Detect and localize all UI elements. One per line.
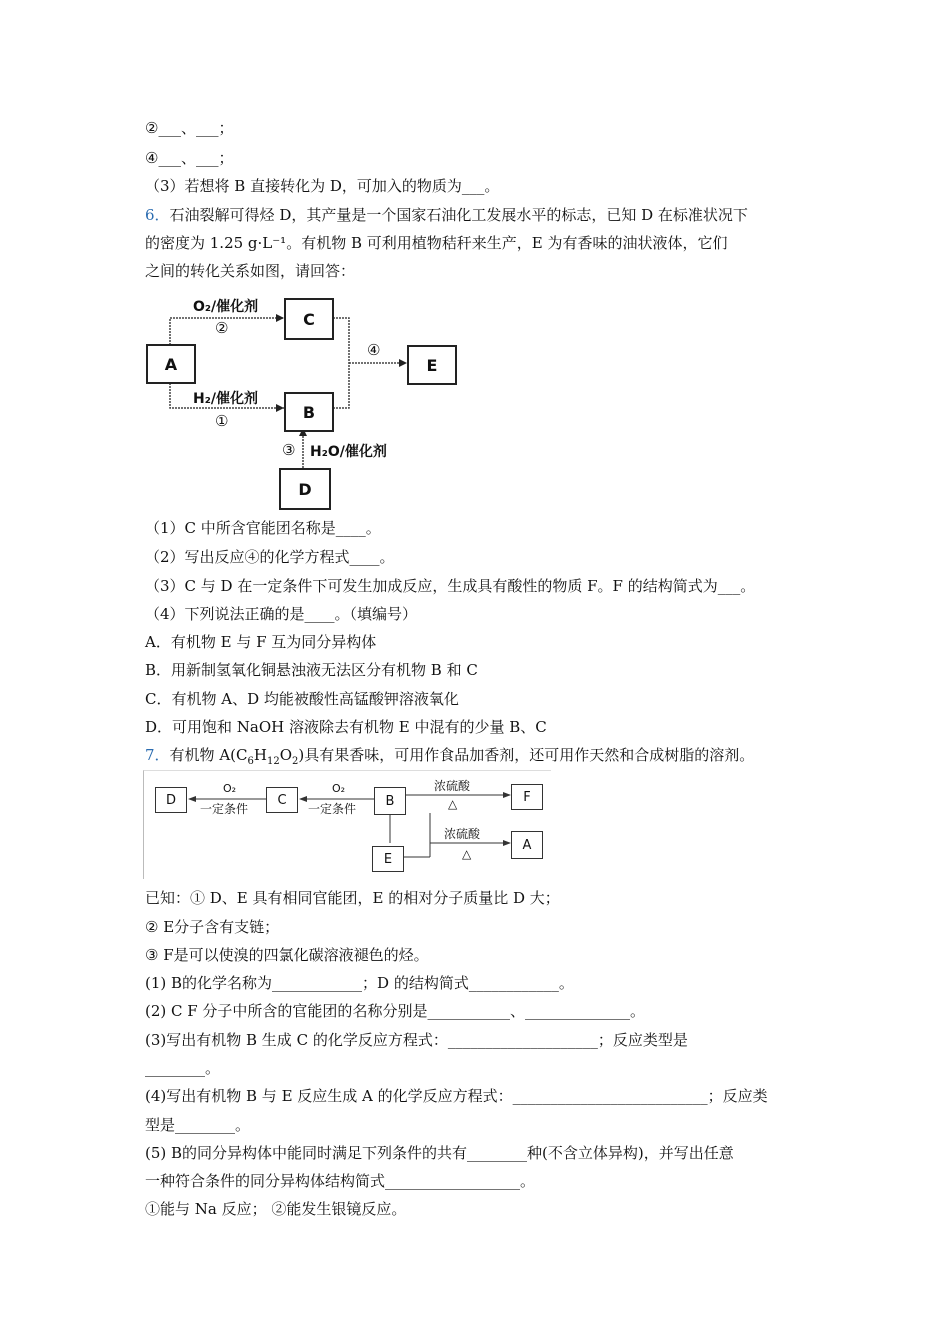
reaction-diagram-2: [143, 770, 551, 879]
diagram-1-arrows: [0, 0, 950, 520]
question-text: )具有果香味，可用作食品加香剂，还可用作天然和合成树脂的溶剂。: [298, 746, 755, 764]
node-B: B: [374, 787, 406, 815]
node-B: B: [284, 392, 334, 432]
question-7-part3: (3)写出有机物 B 生成 C 的化学反应方程式：____________________；反应类型是: [145, 1031, 688, 1049]
label-heat-1: △: [448, 797, 458, 811]
question-6-line2: 的密度为 1.25 g·L⁻¹。有机物 B 可利用植物秸秆来生产，E 为有香味的油状液体，它们: [145, 234, 728, 252]
formula-o: O: [279, 746, 292, 764]
node-D: D: [155, 787, 187, 813]
node-A: A: [146, 344, 196, 384]
question-6-sub2: （2）写出反应④的化学方程式____。: [145, 548, 395, 566]
question-6-line1: [145, 205, 748, 225]
question-6-sub1: （1）C 中所含官能团名称是____。: [145, 519, 381, 537]
label-acid-2: 浓硫酸: [444, 827, 481, 841]
formula-sub: 6: [247, 756, 254, 767]
question-5-part3: （3）若想将 B 直接转化为 D，可加入的物质为___。: [145, 177, 500, 195]
answer-line-2-4: ②___、___；: [145, 119, 234, 137]
label-condition-2: 一定条件: [308, 802, 357, 816]
label-condition-1: 一定条件: [200, 802, 249, 816]
node-F: F: [511, 784, 543, 810]
formula-sub: 2: [292, 756, 299, 767]
question-7-intro: [145, 745, 754, 772]
label-o2-1: O₂: [223, 782, 237, 795]
question-7-part4: (4)写出有机物 B 与 E 反应生成 A 的化学反应方程式：__________________________；反应类: [145, 1087, 768, 1105]
known-2: ② E分子含有支链；: [145, 918, 280, 936]
formula-h: H: [253, 746, 267, 764]
node-A: A: [511, 831, 543, 859]
question-7-part1: (1) B的化学名称为____________；D 的结构简式____________。: [145, 974, 574, 992]
question-7-part4-cont: 型是________。: [145, 1116, 251, 1134]
question-number: 7．: [145, 746, 170, 764]
question-7-conditions: ①能与 Na 反应； ②能发生银镜反应。: [145, 1200, 407, 1218]
question-7-part3-cont: ________。: [145, 1059, 221, 1077]
node-C: C: [284, 298, 334, 340]
option-b: B．用新制氢氧化铜悬浊液无法区分有机物 B 和 C: [145, 661, 478, 679]
label-step-2: ②: [215, 319, 229, 337]
label-h2-catalyst: H₂/催化剂: [193, 391, 258, 407]
label-step-3: ③: [282, 441, 296, 459]
question-text: 石油裂解可得烃 D，其产量是一个国家石油化工发展水平的标志，已知 D 在标准状况下: [169, 206, 748, 224]
label-o2-2: O₂: [332, 782, 346, 795]
formula-sub: 12: [266, 756, 280, 767]
option-a: A．有机物 E 与 F 互为同分异构体: [145, 633, 377, 651]
label-step-4: ④: [367, 341, 381, 359]
node-C: C: [266, 787, 298, 813]
node-E: E: [407, 345, 457, 385]
reaction-diagram-1: [0, 0, 950, 520]
label-step-1: ①: [215, 412, 229, 430]
question-6-sub3: （3）C 与 D 在一定条件下可发生加成反应，生成具有酸性的物质 F。F 的结构简式为___。: [145, 577, 756, 595]
option-c: C．有机物 A、D 均能被酸性高锰酸钾溶液氧化: [145, 690, 459, 708]
question-number: 6．: [145, 206, 170, 224]
label-acid-1: 浓硫酸: [434, 779, 471, 793]
label-h2o-catalyst: H₂O/催化剂: [310, 444, 387, 460]
label-o2-catalyst: O₂/催化剂: [193, 299, 259, 315]
question-7-part5-cont: 一种符合条件的同分异构体结构简式__________________。: [145, 1172, 536, 1190]
option-d: D．可用饱和 NaOH 溶液除去有机物 E 中混有的少量 B、C: [145, 718, 547, 736]
node-D: D: [279, 468, 331, 510]
known-1: 已知：① D、E 具有相同官能团，E 的相对分子质量比 D 大；: [145, 889, 560, 907]
diagram-2-arrows: [144, 771, 551, 879]
label-heat-2: △: [462, 847, 472, 861]
formula-start: 有机物 A(C: [169, 746, 248, 764]
question-7-part2: (2) C F 分子中所含的官能团的名称分别是___________、______________。: [145, 1002, 645, 1020]
answer-line-4: ④___、___；: [145, 149, 234, 167]
node-E: E: [372, 846, 404, 872]
known-3: ③ F是可以使溴的四氯化碳溶液褪色的烃。: [145, 946, 429, 964]
question-6-line3: 之间的转化关系如图，请回答：: [145, 262, 356, 280]
question-6-sub4: （4）下列说法正确的是____。（填编号）: [145, 605, 418, 623]
question-7-part5: (5) B的同分异构体中能同时满足下列条件的共有________种(不含立体异构)，并写出任意: [145, 1144, 734, 1162]
